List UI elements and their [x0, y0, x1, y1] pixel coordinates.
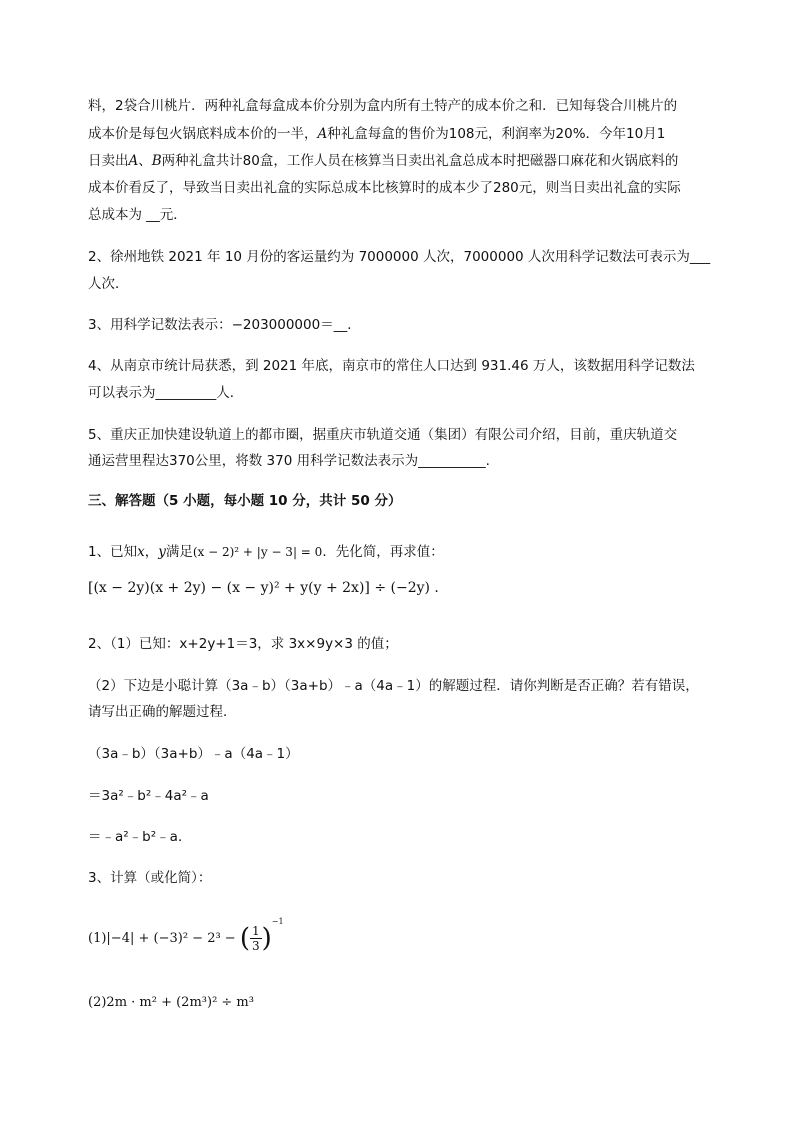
q1-expression: [(x − 2y)(x + 2y) − (x − y)² + y(y + 2x)] ÷ (−2y) .	[88, 580, 439, 596]
p1-line-2	[88, 125, 665, 143]
q2-step-3: ＝﹣a²﹣b²﹣a．	[88, 829, 192, 845]
exponent: −1	[271, 917, 284, 926]
p4-line-2: 可以表示为_________人．	[88, 385, 244, 401]
q1-comma: ，	[144, 544, 159, 560]
p4-line-1: 4、从南京市统计局获悉，到 2021 年底，南京市的常住人口达到 931.46 万人，该数据用科学记数法	[88, 358, 695, 374]
section-heading: 三、解答题（5 小题，每小题 10 分，共计 50 分）	[88, 493, 402, 509]
q1-prefix: 1、已知	[88, 544, 138, 560]
p1-text: 日卖出	[88, 153, 129, 169]
q3-e2-label: (2)	[88, 995, 107, 1010]
fraction-denominator: 3	[252, 939, 260, 953]
q2-part2-line-2: 请写出正确的解题过程．	[88, 704, 237, 720]
p1-text: 两种礼盒共计80盒，工作人员在核算当日卖出礼盒总成本时把磁器口麻花和火锅底料的	[161, 153, 679, 169]
q1-line-1	[88, 543, 444, 561]
q3-title: 3、计算（或化简）：	[88, 870, 212, 886]
p5-line-1: 5、重庆正加快建设轨道上的都市圈，据重庆市轨道交通（集团）有限公司介绍，目前，重庆轨道交	[88, 427, 678, 443]
q1-condition-math: (x − 2)² + |y − 3| = 0	[192, 545, 323, 559]
q2-step-1: （3a﹣b）（3a+b）﹣a（4a﹣1）	[88, 746, 299, 762]
q2-part2-line-1: （2）下边是小聪计算（3a﹣b）（3a+b）﹣a（4a﹣1）的解题过程．请你判断是否正确？若有错误，	[88, 678, 699, 694]
fraction	[250, 924, 262, 953]
p1-line-4: 成本价看反了，导致当日卖出礼盒的实际总成本比核算时的成本少了280元，则当日卖出礼盒的实际	[88, 180, 681, 196]
q1-cond-word: 满足	[165, 544, 193, 560]
left-paren: (	[239, 923, 250, 954]
p1-text: 成本价是每包火锅底料成本价的一半，	[88, 126, 318, 142]
p1-text: 种礼盒每盒的售价为108元，利润率为20%．今年10月1	[327, 126, 666, 142]
var-A: A	[317, 126, 328, 142]
var-y: y	[158, 544, 166, 560]
q1-suffix: ．先化简，再求值：	[322, 544, 444, 560]
q2-part1: 2、（1）已知：x+2y+1＝3，求 3x×9y×3 的值；	[88, 636, 398, 652]
p1-line-3	[88, 152, 678, 170]
q3-e2-expr: 2m · m² + (2m³)² ÷ m³	[106, 995, 254, 1010]
p3-line-1: 3、用科学记数法表示：−203000000＝__．	[88, 317, 361, 333]
p5-line-2: 通运营里程达370公里，将数 370 用科学记数法表示为__________.	[88, 453, 490, 469]
p1-line-5: 总成本为 __元．	[88, 207, 187, 223]
q3-e1-label: (1)	[88, 931, 107, 946]
var-B: B	[151, 153, 162, 169]
p2-line-2: 人次．	[88, 276, 129, 292]
q3-expression-2	[88, 995, 254, 1010]
right-paren: )	[261, 923, 272, 954]
p1-line-1: 料，2袋合川桃片．两种礼盒每盒成本价分别为盒内所有土特产的成本价之和．已知每袋合川桃片的	[88, 98, 678, 114]
fraction-numerator: 1	[252, 924, 260, 938]
q2-step-2: ＝3a²﹣b²﹣4a²﹣a	[88, 788, 209, 804]
var-x: x	[137, 544, 145, 560]
var-A: A	[128, 153, 139, 169]
q3-e1-mid: + (−3)² − 2³ −	[134, 931, 240, 946]
p2-line-1: 2、徐州地铁 2021 年 10 月份的客运量约为 7000000 人次，7000000 人次用科学记数法可表示为___	[88, 249, 711, 265]
q3-expression-1	[88, 917, 284, 954]
p1-text: 、	[138, 153, 152, 169]
q3-e1-abs: |−4|	[106, 931, 135, 946]
